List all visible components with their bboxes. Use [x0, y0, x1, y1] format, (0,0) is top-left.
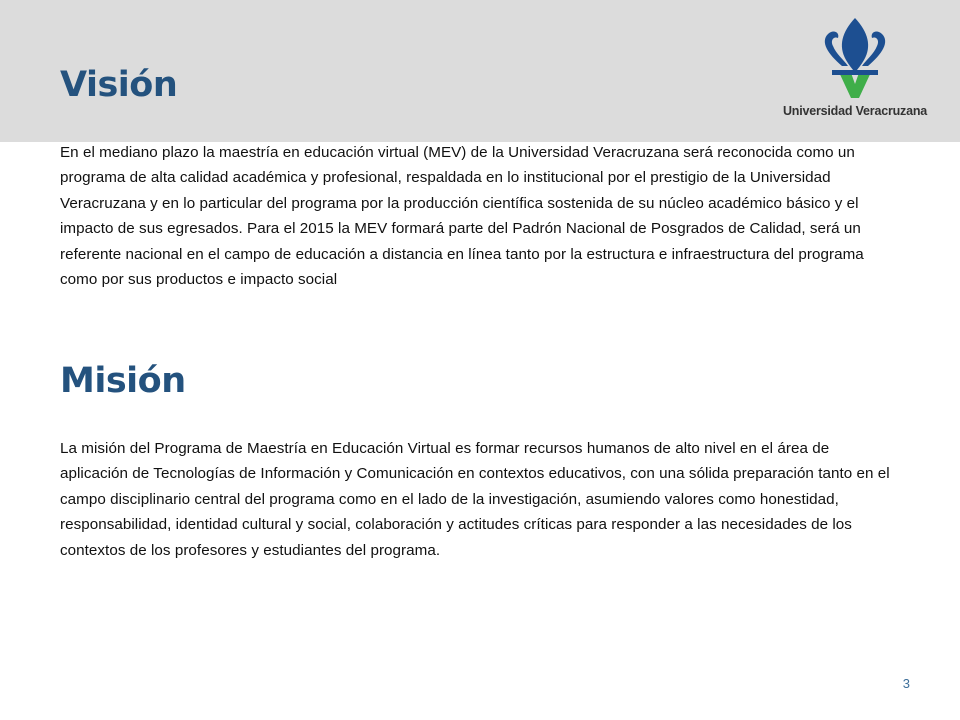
- logo-blue-band: [832, 70, 878, 75]
- logo-text: Universidad Veracruzana: [782, 104, 928, 118]
- fleur-de-lis-logo-icon: [770, 14, 940, 104]
- vision-title: Visión: [60, 65, 178, 105]
- university-logo: [770, 14, 940, 124]
- page-number: 3: [902, 676, 910, 691]
- mision-paragraph: La misión del Programa de Maestría en Educación Virtual es formar recursos humanos de alto nivel en el área de aplicación de Tecnologías de Información y Comunicación en contextos educativos, con una sólida preparación tanto en el campo disciplinario central del programa como en el lado de la investigación, asumiendo valores como honestidad, responsabilidad, identidad cultural y social, colaboración y actitudes críticas para responder a las necesidades de los contextos de los profesores y estudiantes del programa.: [60, 440, 890, 559]
- vision-paragraph: En el mediano plazo la maestría en educación virtual (MEV) de la Universidad Veracruzana será reconocida como un programa de alta calidad académica y profesional, respaldada en lo institucional por el prestigio de la Universidad Veracruzana y en lo particular del programa por la producción científica sostenida de su núcleo académico básico y el impacto de sus egresados. Para el 2015 la MEV formará parte del Padrón Nacional de Posgrados de Calidad, será un referente nacional en el campo de educación a distancia en línea tanto por la estructura e infraestructura del programa como por sus productos e impacto social: [60, 144, 864, 289]
- mision-title: Misión: [60, 361, 186, 401]
